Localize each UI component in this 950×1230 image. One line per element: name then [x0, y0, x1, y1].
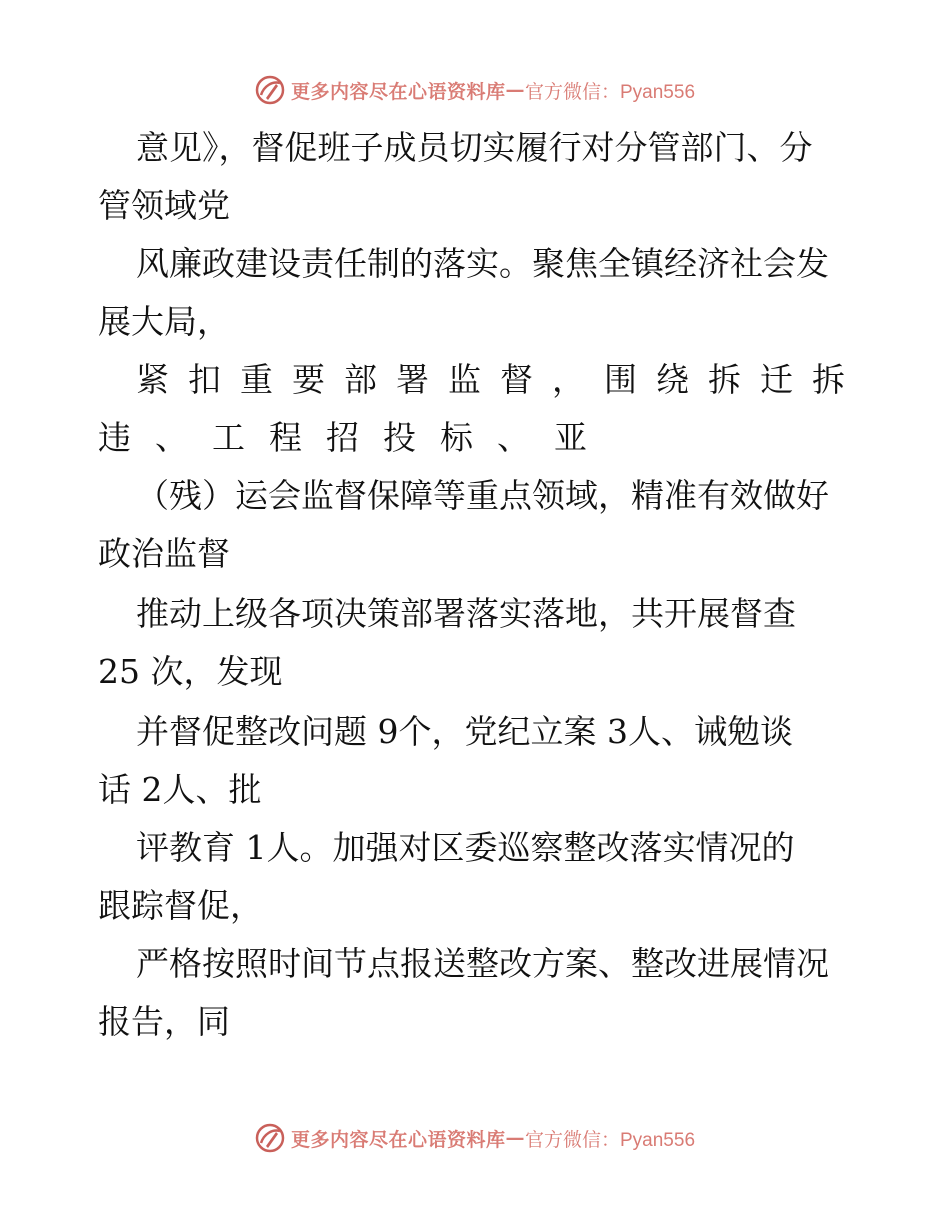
footer-watermark-text: 更多内容尽在心语资料库: [290, 1128, 506, 1151]
text-line: 紧扣重要部署监督，围绕拆迁拆: [136, 360, 864, 399]
text-line: 推动上级各项决策部署落实落地，共开展督查: [136, 594, 796, 633]
text-line: 管领域党: [98, 186, 230, 225]
text-line: 风廉政建设责任制的落实。聚焦全镇经济社会发: [136, 244, 829, 283]
text-line: 话 2人、批: [98, 770, 262, 809]
header-watermark-dash: —: [505, 79, 525, 101]
header-watermark-wechat: 官方微信：Pyan556: [525, 81, 696, 103]
text-line: 违、工程招投标、亚: [98, 418, 611, 457]
text-line: 政治监督: [98, 534, 230, 573]
text-line: 评教育 1人。加强对区委巡察整改落实情况的: [136, 828, 795, 867]
text-line: （残）运会监督保障等重点领域，精准有效做好: [136, 476, 829, 515]
text-line: 25 次，发现: [98, 652, 283, 691]
text-line: 意见》，督促班子成员切实履行对分管部门、分: [136, 128, 813, 167]
text-line: 展大局，: [98, 302, 230, 341]
footer-watermark-wechat: 官方微信：Pyan556: [525, 1129, 696, 1151]
text-line: 并督促整改问题 9个，党纪立案 3人、诫勉谈: [136, 712, 793, 751]
text-line: 报告，同: [98, 1002, 230, 1041]
text-line: 跟踪督促，: [98, 886, 263, 925]
footer-watermark: [0, 1118, 950, 1158]
logo-icon: [255, 75, 285, 105]
footer-watermark-dash: —: [505, 1127, 525, 1149]
header-watermark-text: 更多内容尽在心语资料库: [290, 80, 506, 103]
logo-icon: [255, 1123, 285, 1153]
header-watermark: [0, 70, 950, 110]
text-line: 严格按照时间节点报送整改方案、整改进展情况: [136, 944, 829, 983]
